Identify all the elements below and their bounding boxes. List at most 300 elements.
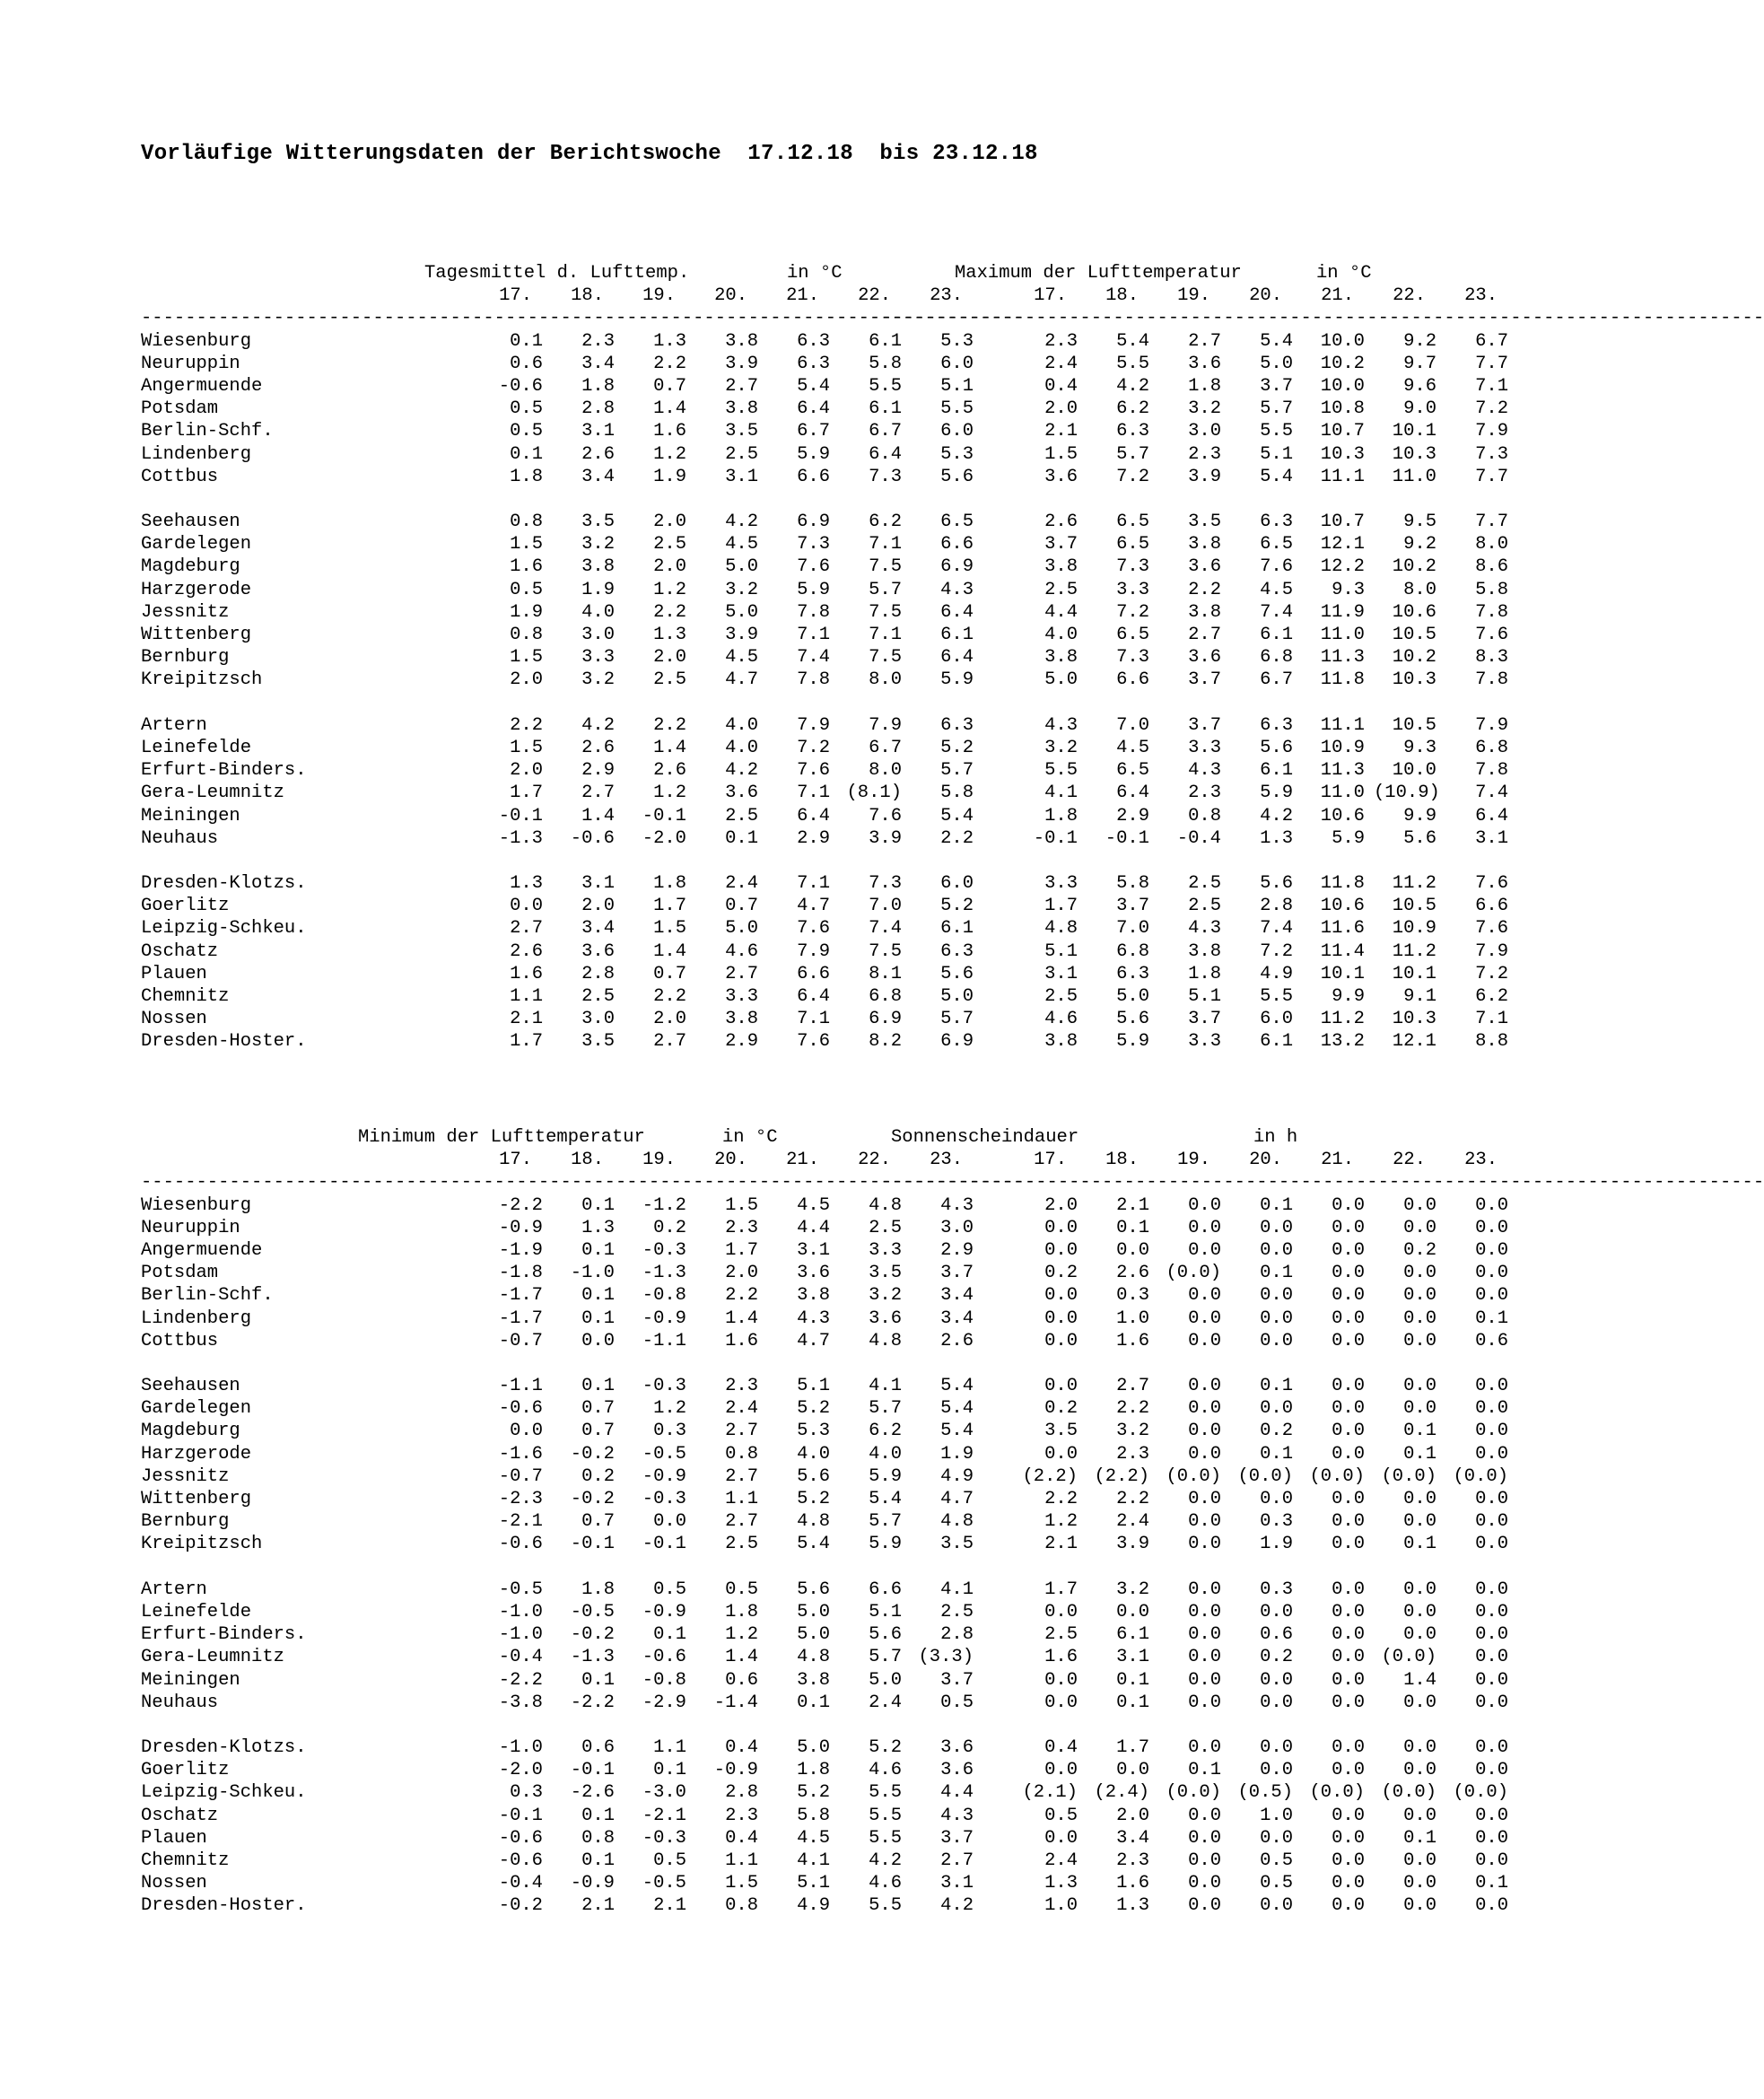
value-cell: 0.0 bbox=[510, 896, 543, 917]
value-cell: 3.8 bbox=[1188, 601, 1221, 623]
value-cell: 2.3 bbox=[581, 330, 615, 352]
value-cell: 0.0 bbox=[1475, 1647, 1508, 1668]
value-cell: 0.3 bbox=[510, 1782, 543, 1804]
value-cell: 0.0 bbox=[510, 1421, 543, 1442]
value-cell: 0.0 bbox=[1188, 1805, 1221, 1826]
value-cell: 2.5 bbox=[869, 1217, 902, 1238]
value-cell: 4.8 bbox=[797, 1647, 830, 1668]
value-cell: -0.6 bbox=[498, 1850, 543, 1871]
value-cell: 1.9 bbox=[1260, 1534, 1293, 1555]
value-cell: 11.4 bbox=[1320, 940, 1365, 962]
value-cell: 3.8 bbox=[1188, 534, 1221, 555]
value-cell: 0.0 bbox=[1188, 1827, 1221, 1849]
value-cell: -0.5 bbox=[570, 1601, 615, 1622]
value-cell: 6.8 bbox=[1116, 940, 1149, 962]
value-cell: 11.0 bbox=[1320, 783, 1365, 804]
value-cell: 3.6 bbox=[1044, 466, 1078, 487]
value-cell: 1.2 bbox=[725, 1624, 758, 1646]
value-cell: 0.0 bbox=[1188, 1511, 1221, 1533]
value-cell: 2.2 bbox=[653, 714, 686, 736]
value-cell: 5.4 bbox=[1116, 330, 1149, 352]
value-cell: 1.9 bbox=[653, 466, 686, 487]
value-cell: 0.0 bbox=[1332, 1669, 1365, 1691]
value-cell: 9.5 bbox=[1403, 512, 1437, 533]
value-cell: 4.4 bbox=[1044, 601, 1078, 623]
value-cell: 6.9 bbox=[869, 1009, 902, 1030]
value-cell: 11.2 bbox=[1392, 873, 1437, 895]
value-cell: 4.5 bbox=[797, 1194, 830, 1216]
value-cell: 0.6 bbox=[725, 1669, 758, 1691]
value-cell: 6.1 bbox=[940, 625, 974, 645]
station-name: Neuhaus bbox=[141, 827, 219, 849]
value-cell: 7.6 bbox=[1475, 918, 1508, 940]
value-cell: 6.7 bbox=[797, 421, 830, 442]
value-cell: 10.2 bbox=[1320, 353, 1365, 374]
value-cell: (0.5) bbox=[1237, 1782, 1293, 1804]
station-name: Wiesenburg bbox=[141, 1194, 252, 1216]
value-cell: 0.8 bbox=[725, 1443, 758, 1465]
value-cell: 2.4 bbox=[869, 1692, 902, 1713]
value-cell: 2.4 bbox=[1044, 1850, 1078, 1871]
value-cell: 4.0 bbox=[581, 601, 615, 623]
value-cell: 0.0 bbox=[1044, 1217, 1078, 1238]
value-cell: 7.0 bbox=[1116, 714, 1149, 736]
value-cell: 4.4 bbox=[797, 1217, 830, 1238]
value-cell: 5.6 bbox=[797, 1579, 830, 1600]
station-name: Meiningen bbox=[141, 1669, 240, 1691]
value-cell: 0.0 bbox=[1332, 1692, 1365, 1713]
value-cell: 5.4 bbox=[1260, 466, 1293, 487]
value-cell: 0.0 bbox=[1116, 1239, 1149, 1261]
value-cell: 6.1 bbox=[1260, 1031, 1293, 1053]
value-cell: 0.1 bbox=[510, 330, 543, 352]
value-cell: 9.3 bbox=[1332, 579, 1365, 600]
value-cell: (0.0) bbox=[1381, 1782, 1437, 1804]
group-spacer bbox=[141, 488, 1361, 511]
value-cell: 10.1 bbox=[1392, 963, 1437, 984]
value-cell: 7.0 bbox=[1116, 918, 1149, 940]
table-row bbox=[141, 1217, 1508, 1239]
table-row bbox=[141, 1759, 1508, 1781]
value-cell: 5.6 bbox=[869, 1624, 902, 1646]
value-cell: 1.0 bbox=[1044, 1895, 1078, 1917]
station-name: Chemnitz bbox=[141, 986, 230, 1007]
value-cell: 4.5 bbox=[797, 1827, 830, 1849]
value-cell: 0.0 bbox=[1403, 1194, 1437, 1216]
value-cell: 0.0 bbox=[1475, 1624, 1508, 1646]
value-cell: 1.5 bbox=[725, 1873, 758, 1894]
value-cell: 6.4 bbox=[797, 398, 830, 420]
value-cell: 3.9 bbox=[1188, 466, 1221, 487]
value-cell: 0.0 bbox=[1475, 1737, 1508, 1759]
value-cell: 5.5 bbox=[869, 375, 902, 397]
value-cell: 5.9 bbox=[1332, 827, 1365, 849]
value-cell: 6.4 bbox=[1116, 783, 1149, 804]
value-cell: 1.2 bbox=[653, 579, 686, 600]
value-cell: 6.3 bbox=[1116, 421, 1149, 442]
value-cell: -0.4 bbox=[498, 1647, 543, 1668]
value-cell: 4.5 bbox=[1260, 579, 1293, 600]
value-cell: 5.5 bbox=[869, 1895, 902, 1917]
table-row bbox=[141, 1330, 1508, 1352]
value-cell: -0.1 bbox=[498, 805, 543, 826]
value-cell: 0.0 bbox=[1475, 1285, 1508, 1307]
value-cell: 1.5 bbox=[510, 647, 543, 669]
value-cell: -0.9 bbox=[642, 1465, 686, 1487]
value-cell: -1.7 bbox=[498, 1285, 543, 1307]
value-cell: 3.2 bbox=[1188, 398, 1221, 420]
value-cell: 10.2 bbox=[1392, 647, 1437, 669]
value-cell: 5.0 bbox=[1044, 669, 1078, 691]
left-block-title: Tagesmittel d. Lufttemp. bbox=[424, 263, 690, 284]
value-cell: 2.2 bbox=[653, 601, 686, 623]
value-cell: 0.1 bbox=[581, 1308, 615, 1329]
table-row bbox=[141, 759, 1508, 782]
value-cell: 3.4 bbox=[581, 918, 615, 940]
value-cell: 3.9 bbox=[725, 625, 758, 645]
value-cell: 11.0 bbox=[1392, 466, 1437, 487]
value-cell: 2.3 bbox=[1188, 443, 1221, 465]
day-header-right: 23. bbox=[1464, 285, 1498, 307]
value-cell: 6.2 bbox=[1475, 986, 1508, 1007]
station-name: Angermuende bbox=[141, 375, 263, 397]
value-cell: 6.3 bbox=[940, 940, 974, 962]
station-name: Jessnitz bbox=[141, 1465, 230, 1487]
value-cell: 7.9 bbox=[797, 714, 830, 736]
value-cell: 7.3 bbox=[1116, 647, 1149, 669]
value-cell: 2.1 bbox=[653, 1895, 686, 1917]
value-cell: 1.5 bbox=[1044, 443, 1078, 465]
value-cell: 0.0 bbox=[1332, 1194, 1365, 1216]
value-cell: 3.6 bbox=[940, 1737, 974, 1759]
value-cell: (2.1) bbox=[1022, 1782, 1078, 1804]
value-cell: 0.0 bbox=[1260, 1827, 1293, 1849]
day-header-right: 21. bbox=[1321, 1150, 1354, 1171]
value-cell: 0.0 bbox=[1332, 1805, 1365, 1826]
left-block-title: Minimum der Lufttemperatur bbox=[358, 1127, 645, 1148]
value-cell: -0.3 bbox=[642, 1376, 686, 1397]
value-cell: 6.2 bbox=[1116, 398, 1149, 420]
value-cell: 0.1 bbox=[653, 1624, 686, 1646]
value-cell: 1.4 bbox=[581, 805, 615, 826]
value-cell: 0.0 bbox=[1403, 1601, 1437, 1622]
value-cell: 4.2 bbox=[1260, 805, 1293, 826]
value-cell: 7.9 bbox=[1475, 421, 1508, 442]
value-cell: 5.9 bbox=[1116, 1031, 1149, 1053]
value-cell: 6.5 bbox=[1260, 534, 1293, 555]
value-cell: 2.8 bbox=[940, 1624, 974, 1646]
station-name: Meiningen bbox=[141, 805, 240, 826]
value-cell: 0.0 bbox=[1475, 1511, 1508, 1533]
value-cell: -0.9 bbox=[498, 1217, 543, 1238]
value-cell: 2.4 bbox=[1116, 1511, 1149, 1533]
value-cell: 6.0 bbox=[940, 421, 974, 442]
day-header-right: 22. bbox=[1393, 285, 1426, 307]
value-cell: 4.7 bbox=[797, 896, 830, 917]
table-row bbox=[141, 1669, 1508, 1692]
value-cell: 0.0 bbox=[1188, 1579, 1221, 1600]
value-cell: 3.1 bbox=[797, 1239, 830, 1261]
value-cell: 2.7 bbox=[725, 1511, 758, 1533]
value-cell: 0.0 bbox=[1188, 1895, 1221, 1917]
value-cell: 1.2 bbox=[653, 443, 686, 465]
table-row bbox=[141, 1008, 1508, 1030]
value-cell: 3.6 bbox=[940, 1760, 974, 1781]
value-cell: 7.6 bbox=[869, 805, 902, 826]
value-cell: 1.5 bbox=[510, 737, 543, 758]
value-cell: 4.0 bbox=[1044, 625, 1078, 645]
table-row bbox=[141, 1781, 1508, 1804]
value-cell: 0.0 bbox=[1475, 1263, 1508, 1284]
value-cell: 4.2 bbox=[725, 512, 758, 533]
value-cell: 3.7 bbox=[1044, 534, 1078, 555]
value-cell: 6.6 bbox=[1116, 669, 1149, 691]
value-cell: -0.2 bbox=[570, 1443, 615, 1465]
value-cell: 0.0 bbox=[1188, 1330, 1221, 1351]
value-cell: -2.1 bbox=[642, 1805, 686, 1826]
value-cell: 3.4 bbox=[1116, 1827, 1149, 1849]
value-cell: 0.0 bbox=[1188, 1692, 1221, 1713]
value-cell: 0.3 bbox=[1116, 1285, 1149, 1307]
value-cell: 0.1 bbox=[653, 1760, 686, 1781]
value-cell: 2.9 bbox=[797, 827, 830, 849]
day-header-left: 19. bbox=[642, 1150, 676, 1171]
value-cell: 5.4 bbox=[797, 1534, 830, 1555]
value-cell: 7.9 bbox=[1475, 940, 1508, 962]
rule-left: -------------------------------------------------------------------------------- bbox=[141, 1172, 1025, 1194]
value-cell: 3.0 bbox=[940, 1217, 974, 1238]
value-cell: 6.3 bbox=[797, 353, 830, 374]
value-cell: 5.8 bbox=[797, 1805, 830, 1826]
value-cell: 12.2 bbox=[1320, 556, 1365, 578]
value-cell: 5.3 bbox=[940, 443, 974, 465]
day-header-left: 17. bbox=[499, 285, 532, 307]
value-cell: 0.0 bbox=[1260, 1330, 1293, 1351]
value-cell: 0.0 bbox=[1044, 1669, 1078, 1691]
value-cell: 0.0 bbox=[1188, 1850, 1221, 1871]
value-cell: 2.7 bbox=[1188, 330, 1221, 352]
value-cell: 10.1 bbox=[1392, 421, 1437, 442]
value-cell: 10.8 bbox=[1320, 398, 1365, 420]
value-cell: 0.1 bbox=[581, 1285, 615, 1307]
value-cell: 0.0 bbox=[1260, 1489, 1293, 1509]
value-cell: (2.4) bbox=[1094, 1782, 1149, 1804]
value-cell: 0.0 bbox=[1044, 1601, 1078, 1622]
table-row bbox=[141, 511, 1508, 533]
value-cell: -0.9 bbox=[713, 1760, 758, 1781]
value-cell: 5.1 bbox=[940, 375, 974, 397]
table-row bbox=[141, 579, 1508, 601]
value-cell: 2.2 bbox=[1116, 1489, 1149, 1509]
value-cell: 5.2 bbox=[797, 1398, 830, 1420]
value-cell: 0.0 bbox=[1188, 1308, 1221, 1329]
value-cell: 7.8 bbox=[1475, 760, 1508, 782]
value-cell: 5.7 bbox=[869, 1398, 902, 1420]
value-cell: 1.6 bbox=[510, 556, 543, 578]
value-cell: 2.2 bbox=[1044, 1489, 1078, 1509]
day-header-left: 22. bbox=[858, 1150, 891, 1171]
value-cell: 2.5 bbox=[1188, 896, 1221, 917]
value-cell: 0.6 bbox=[1475, 1330, 1508, 1351]
value-cell: 7.1 bbox=[797, 1009, 830, 1030]
value-cell: 7.6 bbox=[797, 760, 830, 782]
value-cell: -0.7 bbox=[498, 1465, 543, 1487]
value-cell: 0.1 bbox=[581, 1239, 615, 1261]
value-cell: -2.2 bbox=[570, 1692, 615, 1713]
table-row bbox=[141, 1736, 1508, 1759]
value-cell: 11.1 bbox=[1320, 466, 1365, 487]
table-row bbox=[141, 1030, 1508, 1053]
value-cell: 0.2 bbox=[1260, 1421, 1293, 1442]
value-cell: 0.0 bbox=[1332, 1624, 1365, 1646]
value-cell: 2.3 bbox=[725, 1376, 758, 1397]
value-cell: (0.0) bbox=[1237, 1465, 1293, 1487]
value-cell: 2.2 bbox=[1116, 1398, 1149, 1420]
value-cell: 0.7 bbox=[653, 963, 686, 984]
value-cell: 0.1 bbox=[1403, 1827, 1437, 1849]
value-cell: 5.5 bbox=[869, 1782, 902, 1804]
value-cell: -2.0 bbox=[498, 1760, 543, 1781]
day-header-left: 21. bbox=[786, 1150, 819, 1171]
value-cell: 5.9 bbox=[797, 579, 830, 600]
value-cell: 0.0 bbox=[1260, 1669, 1293, 1691]
value-cell: 0.1 bbox=[1403, 1534, 1437, 1555]
value-cell: 7.9 bbox=[869, 714, 902, 736]
value-cell: 1.7 bbox=[510, 783, 543, 804]
value-cell: 4.3 bbox=[1044, 714, 1078, 736]
value-cell: 0.2 bbox=[1260, 1647, 1293, 1668]
value-cell: 10.5 bbox=[1392, 714, 1437, 736]
station-name: Magdeburg bbox=[141, 556, 240, 578]
value-cell: 4.1 bbox=[869, 1376, 902, 1397]
value-cell: 2.7 bbox=[725, 1465, 758, 1487]
value-cell: 2.0 bbox=[653, 1009, 686, 1030]
value-cell: 3.6 bbox=[797, 1263, 830, 1284]
value-cell: 1.9 bbox=[940, 1443, 974, 1465]
station-name: Leipzig-Schkeu. bbox=[141, 1782, 307, 1804]
value-cell: 1.4 bbox=[725, 1647, 758, 1668]
value-cell: 1.3 bbox=[510, 873, 543, 895]
value-cell: -1.2 bbox=[642, 1194, 686, 1216]
value-cell: 5.0 bbox=[725, 556, 758, 578]
column-group-header bbox=[141, 1126, 1361, 1149]
value-cell: 5.2 bbox=[797, 1489, 830, 1509]
value-cell: 3.3 bbox=[581, 647, 615, 669]
value-cell: 1.8 bbox=[725, 1601, 758, 1622]
value-cell: 1.4 bbox=[725, 1308, 758, 1329]
value-cell: 0.2 bbox=[653, 1217, 686, 1238]
value-cell: -1.6 bbox=[498, 1443, 543, 1465]
table-row bbox=[141, 398, 1508, 420]
station-name: Dresden-Klotzs. bbox=[141, 1737, 307, 1759]
value-cell: 0.5 bbox=[653, 1850, 686, 1871]
station-name: Bernburg bbox=[141, 1511, 230, 1533]
value-cell: 0.5 bbox=[1260, 1850, 1293, 1871]
value-cell: 2.5 bbox=[653, 669, 686, 691]
table-row bbox=[141, 1623, 1508, 1646]
value-cell: 3.1 bbox=[1475, 827, 1508, 849]
table-row bbox=[141, 1194, 1508, 1217]
value-cell: 0.0 bbox=[1260, 1285, 1293, 1307]
value-cell: 3.2 bbox=[725, 579, 758, 600]
value-cell: 7.8 bbox=[797, 601, 830, 623]
value-cell: 0.0 bbox=[1260, 1217, 1293, 1238]
value-cell: 2.5 bbox=[1044, 1624, 1078, 1646]
value-cell: (3.3) bbox=[918, 1647, 974, 1668]
value-cell: 10.9 bbox=[1320, 737, 1365, 758]
value-cell: 6.1 bbox=[1260, 760, 1293, 782]
value-cell: -1.1 bbox=[642, 1330, 686, 1351]
value-cell: 4.3 bbox=[940, 1194, 974, 1216]
value-cell: 1.9 bbox=[510, 601, 543, 623]
table-row bbox=[141, 1284, 1508, 1307]
value-cell: 5.4 bbox=[940, 1376, 974, 1397]
table-row bbox=[141, 805, 1508, 827]
column-group-header bbox=[141, 262, 1372, 284]
value-cell: 0.5 bbox=[510, 398, 543, 420]
value-cell: 4.6 bbox=[869, 1760, 902, 1781]
value-cell: 1.8 bbox=[1188, 375, 1221, 397]
value-cell: 1.1 bbox=[725, 1850, 758, 1871]
value-cell: 3.7 bbox=[940, 1669, 974, 1691]
value-cell: 0.7 bbox=[581, 1421, 615, 1442]
day-header-left: 17. bbox=[499, 1150, 532, 1171]
value-cell: 2.1 bbox=[1044, 1534, 1078, 1555]
value-cell: (0.0) bbox=[1166, 1465, 1221, 1487]
station-name: Oschatz bbox=[141, 1805, 219, 1826]
value-cell: 0.8 bbox=[1188, 805, 1221, 826]
value-cell: 3.2 bbox=[1044, 737, 1078, 758]
value-cell: 0.0 bbox=[1188, 1489, 1221, 1509]
value-cell: 2.6 bbox=[510, 940, 543, 962]
value-cell: 2.2 bbox=[1188, 579, 1221, 600]
value-cell: 1.7 bbox=[653, 896, 686, 917]
value-cell: -0.1 bbox=[1105, 827, 1149, 849]
value-cell: 10.7 bbox=[1320, 512, 1365, 533]
value-cell: 3.8 bbox=[725, 398, 758, 420]
value-cell: 0.0 bbox=[1475, 1194, 1508, 1216]
value-cell: 10.3 bbox=[1392, 443, 1437, 465]
header-rule bbox=[141, 307, 1764, 329]
station-name: Neuruppin bbox=[141, 1217, 240, 1238]
table-row bbox=[141, 420, 1508, 442]
value-cell: -0.5 bbox=[498, 1579, 543, 1600]
value-cell: 5.3 bbox=[797, 1421, 830, 1442]
station-name: Oschatz bbox=[141, 940, 219, 962]
value-cell: 1.3 bbox=[1116, 1895, 1149, 1917]
value-cell: 0.0 bbox=[1188, 1421, 1221, 1442]
value-cell: -1.3 bbox=[642, 1263, 686, 1284]
value-cell: 0.5 bbox=[1260, 1873, 1293, 1894]
value-cell: 4.2 bbox=[581, 714, 615, 736]
station-name: Plauen bbox=[141, 963, 207, 984]
value-cell: 3.0 bbox=[581, 625, 615, 645]
value-cell: 0.4 bbox=[725, 1827, 758, 1849]
value-cell: 5.2 bbox=[940, 737, 974, 758]
value-cell: 0.0 bbox=[581, 1330, 615, 1351]
station-name: Dresden-Hoster. bbox=[141, 1031, 307, 1053]
value-cell: -0.1 bbox=[642, 1534, 686, 1555]
value-cell: -1.8 bbox=[498, 1263, 543, 1284]
value-cell: 6.3 bbox=[1116, 963, 1149, 984]
value-cell: 3.7 bbox=[940, 1827, 974, 1849]
value-cell: 3.1 bbox=[581, 873, 615, 895]
value-cell: 0.8 bbox=[510, 625, 543, 645]
day-header-right: 20. bbox=[1249, 285, 1282, 307]
value-cell: 0.0 bbox=[1332, 1760, 1365, 1781]
value-cell: 0.0 bbox=[1403, 1285, 1437, 1307]
table-row bbox=[141, 827, 1508, 850]
